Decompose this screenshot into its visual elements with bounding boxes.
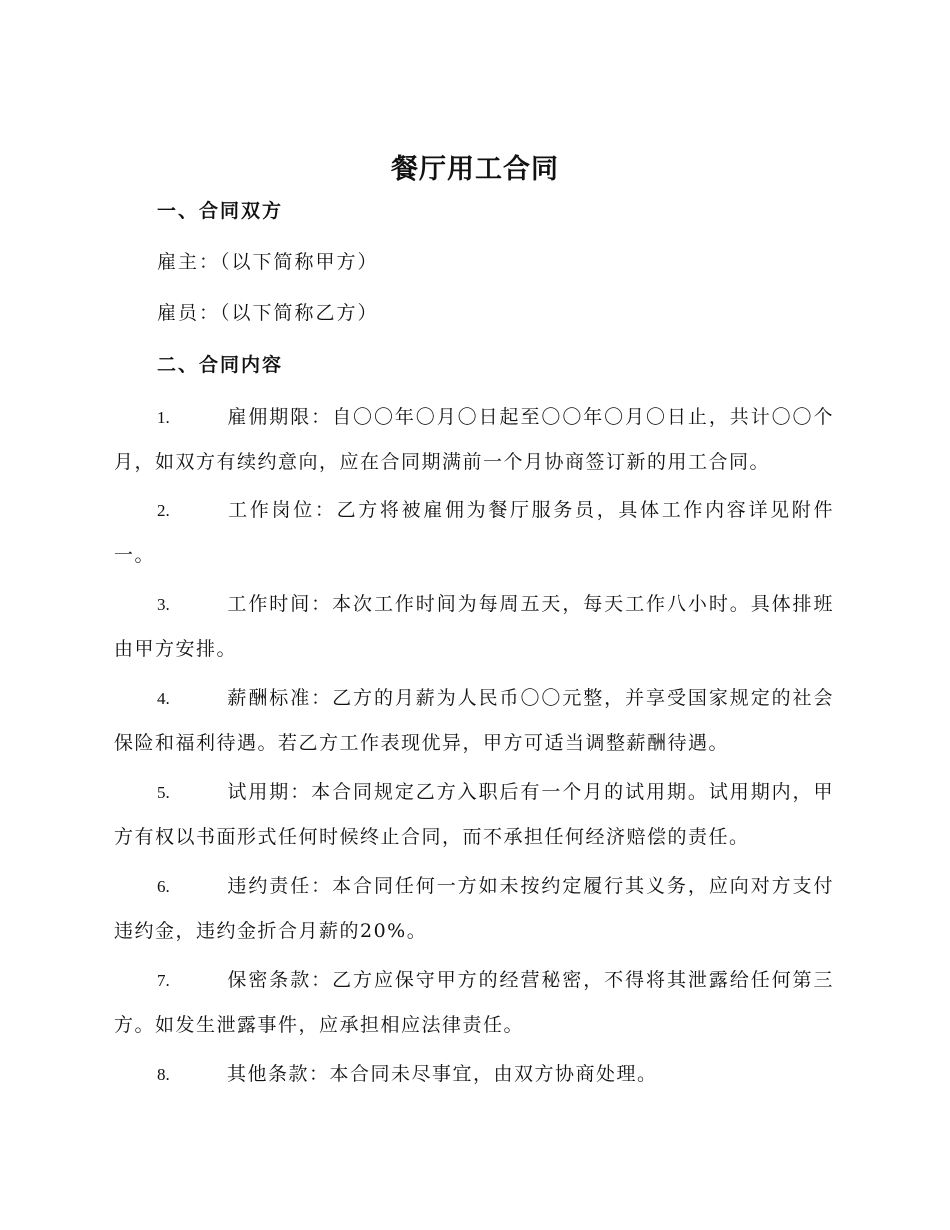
clause-item: [114, 582, 834, 672]
clause-text: 雇佣期限：自〇〇年〇月〇日起至〇〇年〇月〇日止，共计〇〇个月，如双方有续约意向，应在合同期满前一个月协商签订新的用工合同。: [114, 406, 834, 473]
clause-item: [114, 395, 834, 485]
clause-number: 5.: [157, 783, 170, 802]
employer-line: 雇主：（以下简称甲方）: [157, 251, 379, 273]
section-heading-parties: 一、合同双方: [157, 200, 284, 222]
clause-item: [114, 488, 834, 578]
clause-number: 2.: [157, 501, 170, 520]
clause-text: 其他条款：本合同未尽事宜，由双方协商处理。: [227, 1063, 658, 1085]
clause-item: [114, 676, 834, 766]
clause-item: [114, 770, 834, 860]
clause-number: 4.: [157, 689, 170, 708]
clause-item: [114, 1052, 834, 1097]
clause-text: 试用期：本合同规定乙方入职后有一个月的试用期。试用期内，甲方有权以书面形式任何时候终止合同，而不承担任何经济赔偿的责任。: [114, 781, 834, 848]
employee-line: 雇员：（以下简称乙方）: [157, 302, 379, 324]
section-heading-content: 二、合同内容: [157, 354, 284, 376]
clause-text: 违约责任：本合同任何一方如未按约定履行其义务，应向对方支付违约金，违约金折合月薪的20%。: [114, 875, 834, 942]
clause-number: 7.: [157, 971, 170, 990]
clause-number: 1.: [157, 408, 170, 427]
clause-text: 工作时间：本次工作时间为每周五天，每天工作八小时。具体排班由甲方安排。: [114, 593, 834, 660]
clause-number: 6.: [157, 877, 170, 896]
clause-number: 3.: [157, 595, 170, 614]
clause-text: 薪酬标准：乙方的月薪为人民币〇〇元整，并享受国家规定的社会保险和福利待遇。若乙方工作表现优异，甲方可适当调整薪酬待遇。: [114, 687, 834, 754]
clause-text: 工作岗位：乙方将被雇佣为餐厅服务员，具体工作内容详见附件一。: [114, 499, 834, 566]
clause-number: 8.: [157, 1065, 170, 1084]
document-title: 餐厅用工合同: [391, 154, 559, 185]
clause-text: 保密条款：乙方应保守甲方的经营秘密，不得将其泄露给任何第三方。如发生泄露事件，应承担相应法律责任。: [114, 969, 834, 1036]
clause-item: [114, 864, 834, 954]
clause-item: [114, 958, 834, 1048]
